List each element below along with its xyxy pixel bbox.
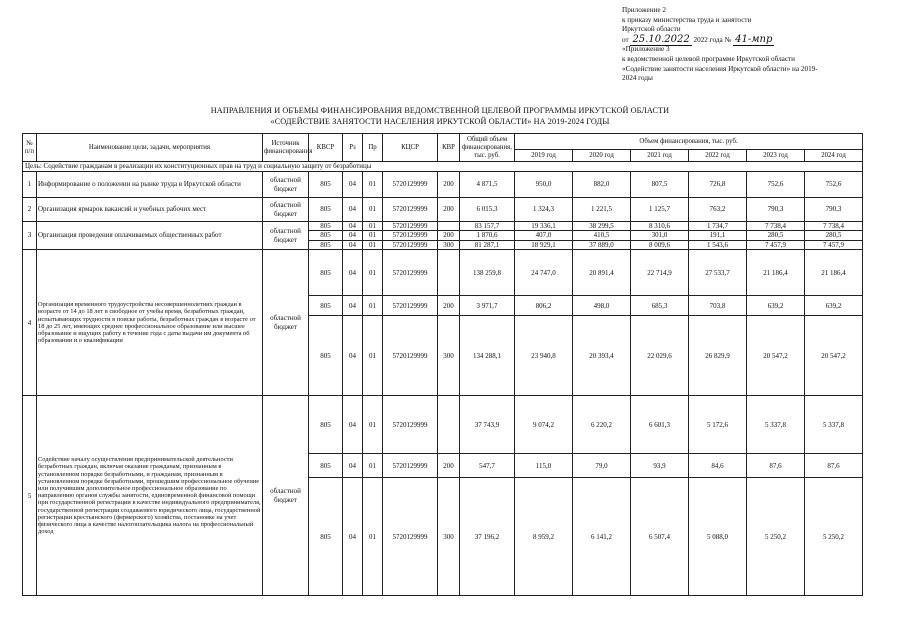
cell-kcsr: 5720129999 [383,296,438,316]
cell-rz: 04 [343,198,363,222]
funding-source: областной бюджет [263,396,309,596]
col-header-2024: 2024 год [805,150,863,162]
cell-kcsr: 5720129999 [383,250,438,296]
cell-y2020: 498,0 [573,296,631,316]
cell-rz: 04 [343,296,363,316]
funding-source: областной бюджет [263,250,309,396]
cell-kvsr: 805 [309,454,343,478]
table-body [23,162,863,596]
document-header [622,6,892,84]
cell-kvr: 300 [438,478,460,596]
table-row [23,172,863,198]
cell-kcsr: 5720129999 [383,240,438,249]
title-line: «СОДЕЙСТВИЕ ЗАНЯТОСТИ НАСЕЛЕНИЯ ИРКУТСКОЙ ОБЛАСТИ» НА 2019-2024 ГОДЫ [270,116,610,126]
cell-pr: 01 [363,240,383,249]
cell-y2020: 38 299,5 [573,222,631,231]
cell-y2024: 280,5 [805,231,863,240]
cell-y2019: 115,0 [515,454,573,478]
cell-kvsr: 805 [309,172,343,198]
col-header-kvr: КВР [438,134,460,162]
cell-y2023: 87,6 [747,454,805,478]
cell-y2020: 410,5 [573,231,631,240]
cell-y2021: 1 125,7 [631,198,689,222]
cell-rz: 04 [343,316,363,396]
cell-y2022: 5 088,0 [689,478,747,596]
cell-kvr: 200 [438,198,460,222]
col-header-2019: 2019 год [515,150,573,162]
cell-y2022: 726,8 [689,172,747,198]
col-header-num: № п/п [23,134,37,162]
handwritten-date: 25.10.2022 [632,33,690,45]
cell-y2023: 20 547,2 [747,316,805,396]
cell-rz: 04 [343,172,363,198]
table-row [23,222,863,231]
cell-total: 547,7 [460,454,515,478]
cell-total: 134 288,1 [460,316,515,396]
cell-kvr: 300 [438,316,460,396]
col-header-2021: 2021 год [631,150,689,162]
activity-name: Организация проведения оплачиваемых общественных работ [37,222,263,250]
activity-name: Информирование о положении на рынке труда в Иркутской области [37,172,263,198]
cell-y2019: 9 074,2 [515,396,573,454]
cell-rz: 04 [343,396,363,454]
cell-y2022: 763,2 [689,198,747,222]
cell-kcsr: 5720129999 [383,316,438,396]
col-header-source: Источник финансирования [263,134,309,162]
header-year-number: 2022 года № [693,35,732,44]
cell-y2021: 22 714,9 [631,250,689,296]
activity-name: Организация временного трудоустройства несовершеннолетних граждан в возрасте от 14 до 18 лет в свободное от учебы время, безработных граждан, испытывающих трудности в поиске работы, безработных граждан в возрасте от 18 до 25 лет, имеющих среднее профессиональное образование или высшее образование и ищущих работу в течение года с даты выдачи им документа об образовании и о квалификации [37,250,263,396]
col-header-total: Общий объем финансирования, тыс. руб. [460,134,515,162]
cell-kvsr: 805 [309,396,343,454]
cell-pr: 01 [363,478,383,596]
cell-y2020: 6 220,2 [573,396,631,454]
cell-y2024: 790,3 [805,198,863,222]
cell-y2021: 8 009,6 [631,240,689,249]
cell-y2023: 5 337,8 [747,396,805,454]
col-header-2020: 2020 год [573,150,631,162]
cell-total: 6 015,3 [460,198,515,222]
cell-pr: 01 [363,396,383,454]
cell-kvr: 300 [438,240,460,249]
cell-y2021: 807,5 [631,172,689,198]
header-from: от [622,35,629,44]
title-line: НАПРАВЛЕНИЯ И ОБЪЕМЫ ФИНАНСИРОВАНИЯ ВЕДОМСТВЕННОЙ ЦЕЛЕВОЙ ПРОГРАММЫ ИРКУТСКОЙ ОБЛАСТИ [210,106,670,115]
cell-y2019: 8 959,2 [515,478,573,596]
cell-y2020: 6 141,2 [573,478,631,596]
cell-kvr: 200 [438,172,460,198]
document-title [150,106,730,127]
cell-rz: 04 [343,478,363,596]
cell-pr: 01 [363,296,383,316]
cell-y2024: 87,6 [805,454,863,478]
cell-kvsr: 805 [309,198,343,222]
funding-source: областной бюджет [263,198,309,222]
cell-y2022: 703,8 [689,296,747,316]
cell-rz: 04 [343,250,363,296]
funding-source: областной бюджет [263,222,309,250]
cell-y2023: 639,2 [747,296,805,316]
goal-row: Цель: Содействие гражданам в реализации их конституционных прав на труд и социальную защиту от безработицы [23,162,863,172]
cell-pr: 01 [363,198,383,222]
cell-total: 3 971,7 [460,296,515,316]
col-header-name: Наименование цели, задачи, мероприятия [37,134,263,162]
cell-rz: 04 [343,222,363,231]
row-number: 3 [23,222,37,250]
cell-y2020: 882,0 [573,172,631,198]
cell-kcsr: 5720129999 [383,172,438,198]
cell-kcsr: 5720129999 [383,231,438,240]
header-line: Иркутской области [622,25,681,34]
cell-y2023: 7 457,9 [747,240,805,249]
cell-y2022: 191,1 [689,231,747,240]
col-header-kcsr: КЦСР [383,134,438,162]
cell-kvr: 200 [438,296,460,316]
cell-rz: 04 [343,454,363,478]
cell-kvsr: 805 [309,316,343,396]
cell-y2022: 5 172,6 [689,396,747,454]
cell-kvr [438,250,460,296]
cell-pr: 01 [363,222,383,231]
cell-total: 81 287,1 [460,240,515,249]
col-header-2022: 2022 год [689,150,747,162]
cell-y2022: 1 543,6 [689,240,747,249]
cell-y2023: 5 250,2 [747,478,805,596]
cell-y2019: 1 324,3 [515,198,573,222]
cell-pr: 01 [363,172,383,198]
cell-y2022: 27 533,7 [689,250,747,296]
activity-name: Содействие началу осуществления предпринимательской деятельности безработных граждан, включая оказание гражданам, признанным в установленном порядке безработными, и гражданам, признанным в установленном порядке безработными, прошедшим профессиональное обучение или получившим дополнительное профессиональное образование по направлению органов службы занятости, единовременной финансовой помощи при государственной регистрации в качестве индивидуального предпринимателя, государственной регистрации создаваемого юридического лица, государственной регистрации крестьянского (фермерского) хозяйства, постановке на учет физического лица в качестве налогоплательщика налога на профессиональный доход [37,396,263,596]
cell-kcsr: 5720129999 [383,478,438,596]
cell-y2020: 20 393,4 [573,316,631,396]
cell-y2022: 26 829,9 [689,316,747,396]
header-line: к ведомственной целевой программе Иркутской области [622,54,796,63]
cell-y2019: 950,0 [515,172,573,198]
cell-y2019: 18 929,1 [515,240,573,249]
cell-pr: 01 [363,454,383,478]
cell-y2023: 790,3 [747,198,805,222]
header-line: 2024 годы [622,74,653,83]
cell-y2020: 37 889,0 [573,240,631,249]
row-number: 2 [23,198,37,222]
cell-y2024: 5 250,2 [805,478,863,596]
cell-y2021: 6 507,4 [631,478,689,596]
cell-y2023: 21 186,4 [747,250,805,296]
cell-kvr: 200 [438,231,460,240]
cell-pr: 01 [363,231,383,240]
cell-kcsr: 5720129999 [383,396,438,454]
cell-y2022: 1 734,7 [689,222,747,231]
cell-y2023: 752,6 [747,172,805,198]
cell-y2024: 7 457,9 [805,240,863,249]
cell-kvsr: 805 [309,250,343,296]
table-row [23,396,863,454]
cell-kvsr: 805 [309,240,343,249]
funding-source: областной бюджет [263,172,309,198]
cell-kvsr: 805 [309,231,343,240]
cell-rz: 04 [343,240,363,249]
cell-y2020: 20 891,4 [573,250,631,296]
cell-kvsr: 805 [309,478,343,596]
cell-total: 4 871,5 [460,172,515,198]
col-header-2023: 2023 год [747,150,805,162]
cell-total: 37 743,9 [460,396,515,454]
cell-kvsr: 805 [309,222,343,231]
header-line: «Приложение 3 [622,45,670,54]
cell-y2019: 24 747,0 [515,250,573,296]
cell-total: 83 157,7 [460,222,515,231]
cell-kcsr: 5720129999 [383,222,438,231]
cell-total: 37 196,2 [460,478,515,596]
col-header-years-group: Объем финансирования, тыс. руб. [515,134,863,150]
col-header-pr: Пр [363,134,383,162]
cell-y2024: 5 337,8 [805,396,863,454]
cell-kvr [438,222,460,231]
cell-y2022: 84,6 [689,454,747,478]
financing-table [22,133,863,596]
cell-y2019: 806,2 [515,296,573,316]
cell-total: 1 870,6 [460,231,515,240]
cell-y2021: 93,9 [631,454,689,478]
cell-y2021: 8 310,6 [631,222,689,231]
cell-y2024: 639,2 [805,296,863,316]
cell-kvr [438,396,460,454]
header-order-line [622,35,892,46]
table-row [23,198,863,222]
header-line: к приказу министерства труда и занятости [622,15,752,24]
cell-y2024: 21 186,4 [805,250,863,296]
cell-kcsr: 5720129999 [383,198,438,222]
header-line: «Содействие занятости населения Иркутской области» на 2019- [622,64,818,73]
cell-y2019: 407,0 [515,231,573,240]
cell-y2024: 752,6 [805,172,863,198]
cell-total: 138 259,8 [460,250,515,296]
cell-y2020: 1 221,5 [573,198,631,222]
cell-y2021: 685,3 [631,296,689,316]
col-header-kvsr: КВСР [309,134,343,162]
cell-y2024: 20 547,2 [805,316,863,396]
cell-pr: 01 [363,316,383,396]
cell-y2024: 7 738,4 [805,222,863,231]
row-number: 5 [23,396,37,596]
table-row [23,250,863,296]
cell-kcsr: 5720129999 [383,454,438,478]
row-number: 1 [23,172,37,198]
cell-y2019: 19 336,1 [515,222,573,231]
header-line: Приложение 2 [622,6,666,14]
handwritten-number: 41-мпр [735,33,773,45]
cell-pr: 01 [363,250,383,296]
cell-y2023: 280,5 [747,231,805,240]
col-header-rz: Рз [343,134,363,162]
cell-y2021: 301,0 [631,231,689,240]
cell-kvsr: 805 [309,296,343,316]
cell-kvr: 200 [438,454,460,478]
cell-y2021: 22 029,6 [631,316,689,396]
cell-rz: 04 [343,231,363,240]
cell-y2019: 23 940,8 [515,316,573,396]
cell-y2020: 79,0 [573,454,631,478]
row-number: 4 [23,250,37,396]
cell-y2023: 7 738,4 [747,222,805,231]
cell-y2021: 6 601,3 [631,396,689,454]
activity-name: Организация ярмарок вакансий и учебных рабочих мест [37,198,263,222]
